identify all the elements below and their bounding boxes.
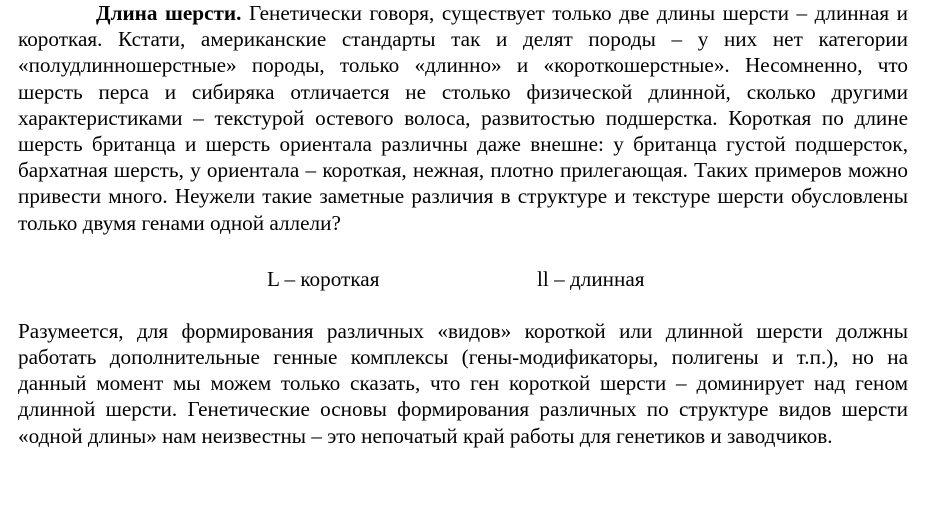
paragraph-fur-length-text: Генетически говоря, существует только две длины шерсти – длинная и короткая. Кстати, американские стандарты так и делят породы – у них нет категории «полудлинношерстные» породы, только «длинно» и «короткошерстные». Несомненно, что шерсть перса и сибиряка отличается не столько физической длинной, сколько другими характеристиками – текстурой остевого волоса, развитостью подшерстка. Короткая по длине шерсть британца и шерсть ориентала различны даже внешне: у британца густой подшерсток, бархатная шерсть, у ориентала – короткая, нежная, плотно прилегающая. Таких примеров можно привести много. Неужели такие заметные различия в структуре и текстуре шерсти обусловлены только двумя генами одной аллели? — [18, 1, 908, 235]
section-term: Длина шерсти. — [96, 1, 242, 25]
paragraph-modifiers: Разумеется, для формирования различных «видов» короткой или длинной шерсти должны работать дополнительные генные комплексы (гены-модификаторы, полигены и т.п.), но на данный момент мы можем только сказать, что ген короткой шерсти – доминирует над геном длинной шерсти. Генетические основы формирования различных по структуре видов шерсти «одной длины» нам неизвестны – это непочатый край работы для генетиков и заводчиков. — [18, 318, 908, 448]
allele-line — [18, 266, 908, 292]
allele-long: ll – длинная — [537, 266, 645, 291]
paragraph-fur-length — [18, 0, 908, 236]
document-page — [18, 0, 908, 449]
allele-short: L – короткая — [267, 266, 380, 291]
